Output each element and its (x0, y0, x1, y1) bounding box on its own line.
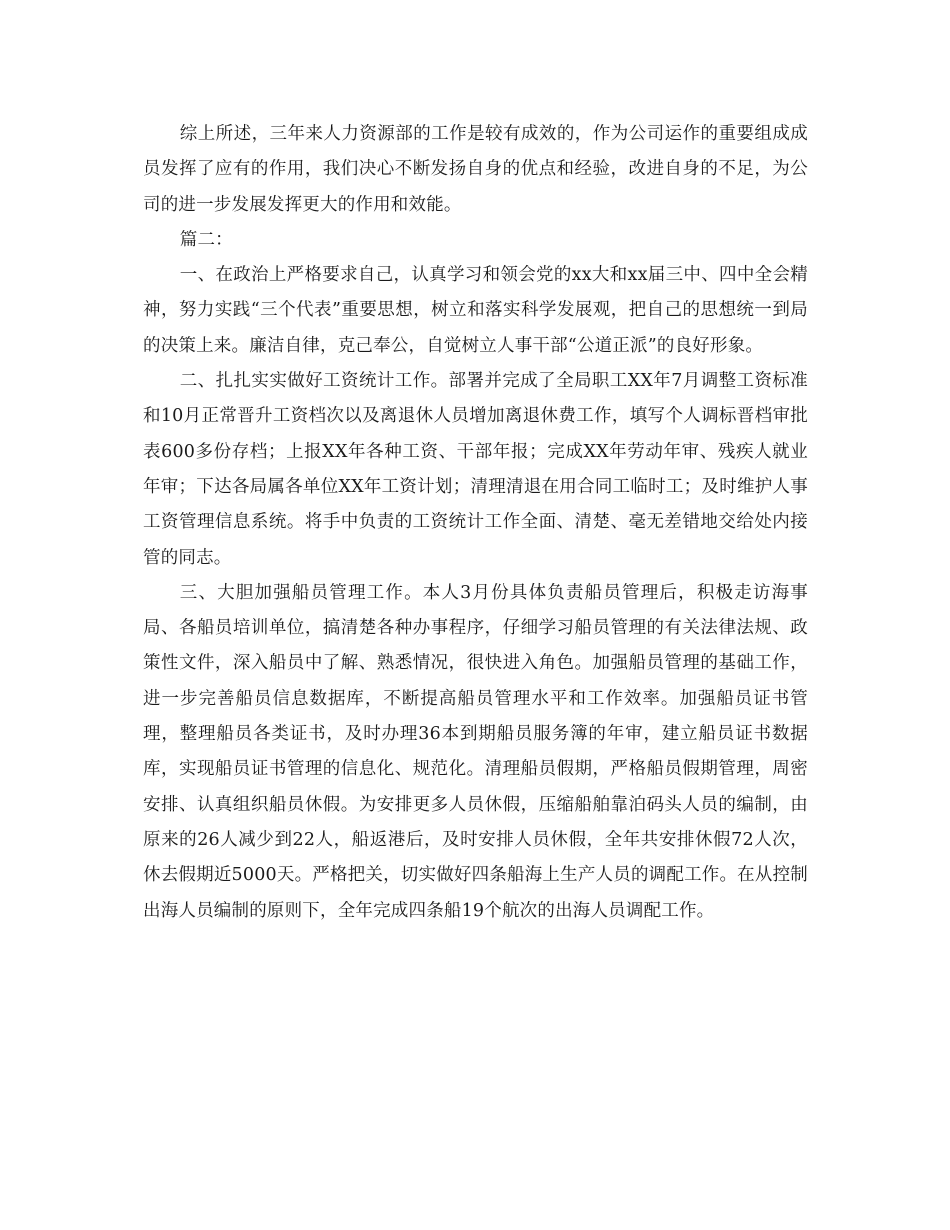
paragraph-crew-management: 三、大胆加强船员管理工作。本人3月份具体负责船员管理后，积极走访海事局、各船员培训单位，搞清楚各种办事程序，仔细学习船员管理的有关法律法规、政策性文件，深入船员中了解、熟悉情况，很快进入角色。加强船员管理的基础工作，进一步完善船员信息数据库，不断提高船员管理水平和工作效率。加强船员证书管理，整理船员各类证书，及时办理36本到期船员服务簿的年审，建立船员证书数据库，实现船员证书管理的信息化、规范化。清理船员假期，严格船员假期管理，周密安排、认真组织船员休假。为安排更多人员休假，压缩船舶靠泊码头人员的编制，由原来的26人减少到22人，船返港后，及时安排人员休假，全年共安排休假72人次，休去假期近5000天。严格把关，切实做好四条船海上生产人员的调配工作。在从控制出海人员编制的原则下，全年完成四条船19个航次的出海人员调配工作。 (143, 582, 808, 921)
paragraph-summary: 综上所述，三年来人力资源部的工作是较有成效的，作为公司运作的重要组成成员发挥了应有的作用，我们决心不断发扬自身的优点和经验，改进自身的不足，为公司的进一步发展发挥更大的作用和效能。 (143, 124, 808, 215)
section-heading-part-two: 篇二： (179, 229, 233, 250)
paragraph-political-requirements: 一、在政治上严格要求自己，认真学习和领会党的xx大和xx届三中、四中全会精神，努力实践“三个代表”重要思想，树立和落实科学发展观，把自己的思想统一到局的决策上来。廉洁自律，克己奉公，自觉树立人事干部“公道正派”的良好形象。 (143, 265, 808, 356)
paragraph-wage-statistics: 二、扎扎实实做好工资统计工作。部署并完成了全局职工XX年7月调整工资标准和10月正常晋升工资档次以及离退休人员增加离退休费工作，填写个人调标晋档审批表600多份存档；上报XX年各种工资、干部年报；完成XX年劳动年审、残疾人就业年审；下达各局属各单位XX年工资计划；清理清退在用合同工临时工；及时维护人事工资管理信息系统。将手中负责的工资统计工作全面、清楚、毫无差错地交给处内接管的同志。 (143, 371, 808, 568)
document-body (143, 117, 808, 929)
